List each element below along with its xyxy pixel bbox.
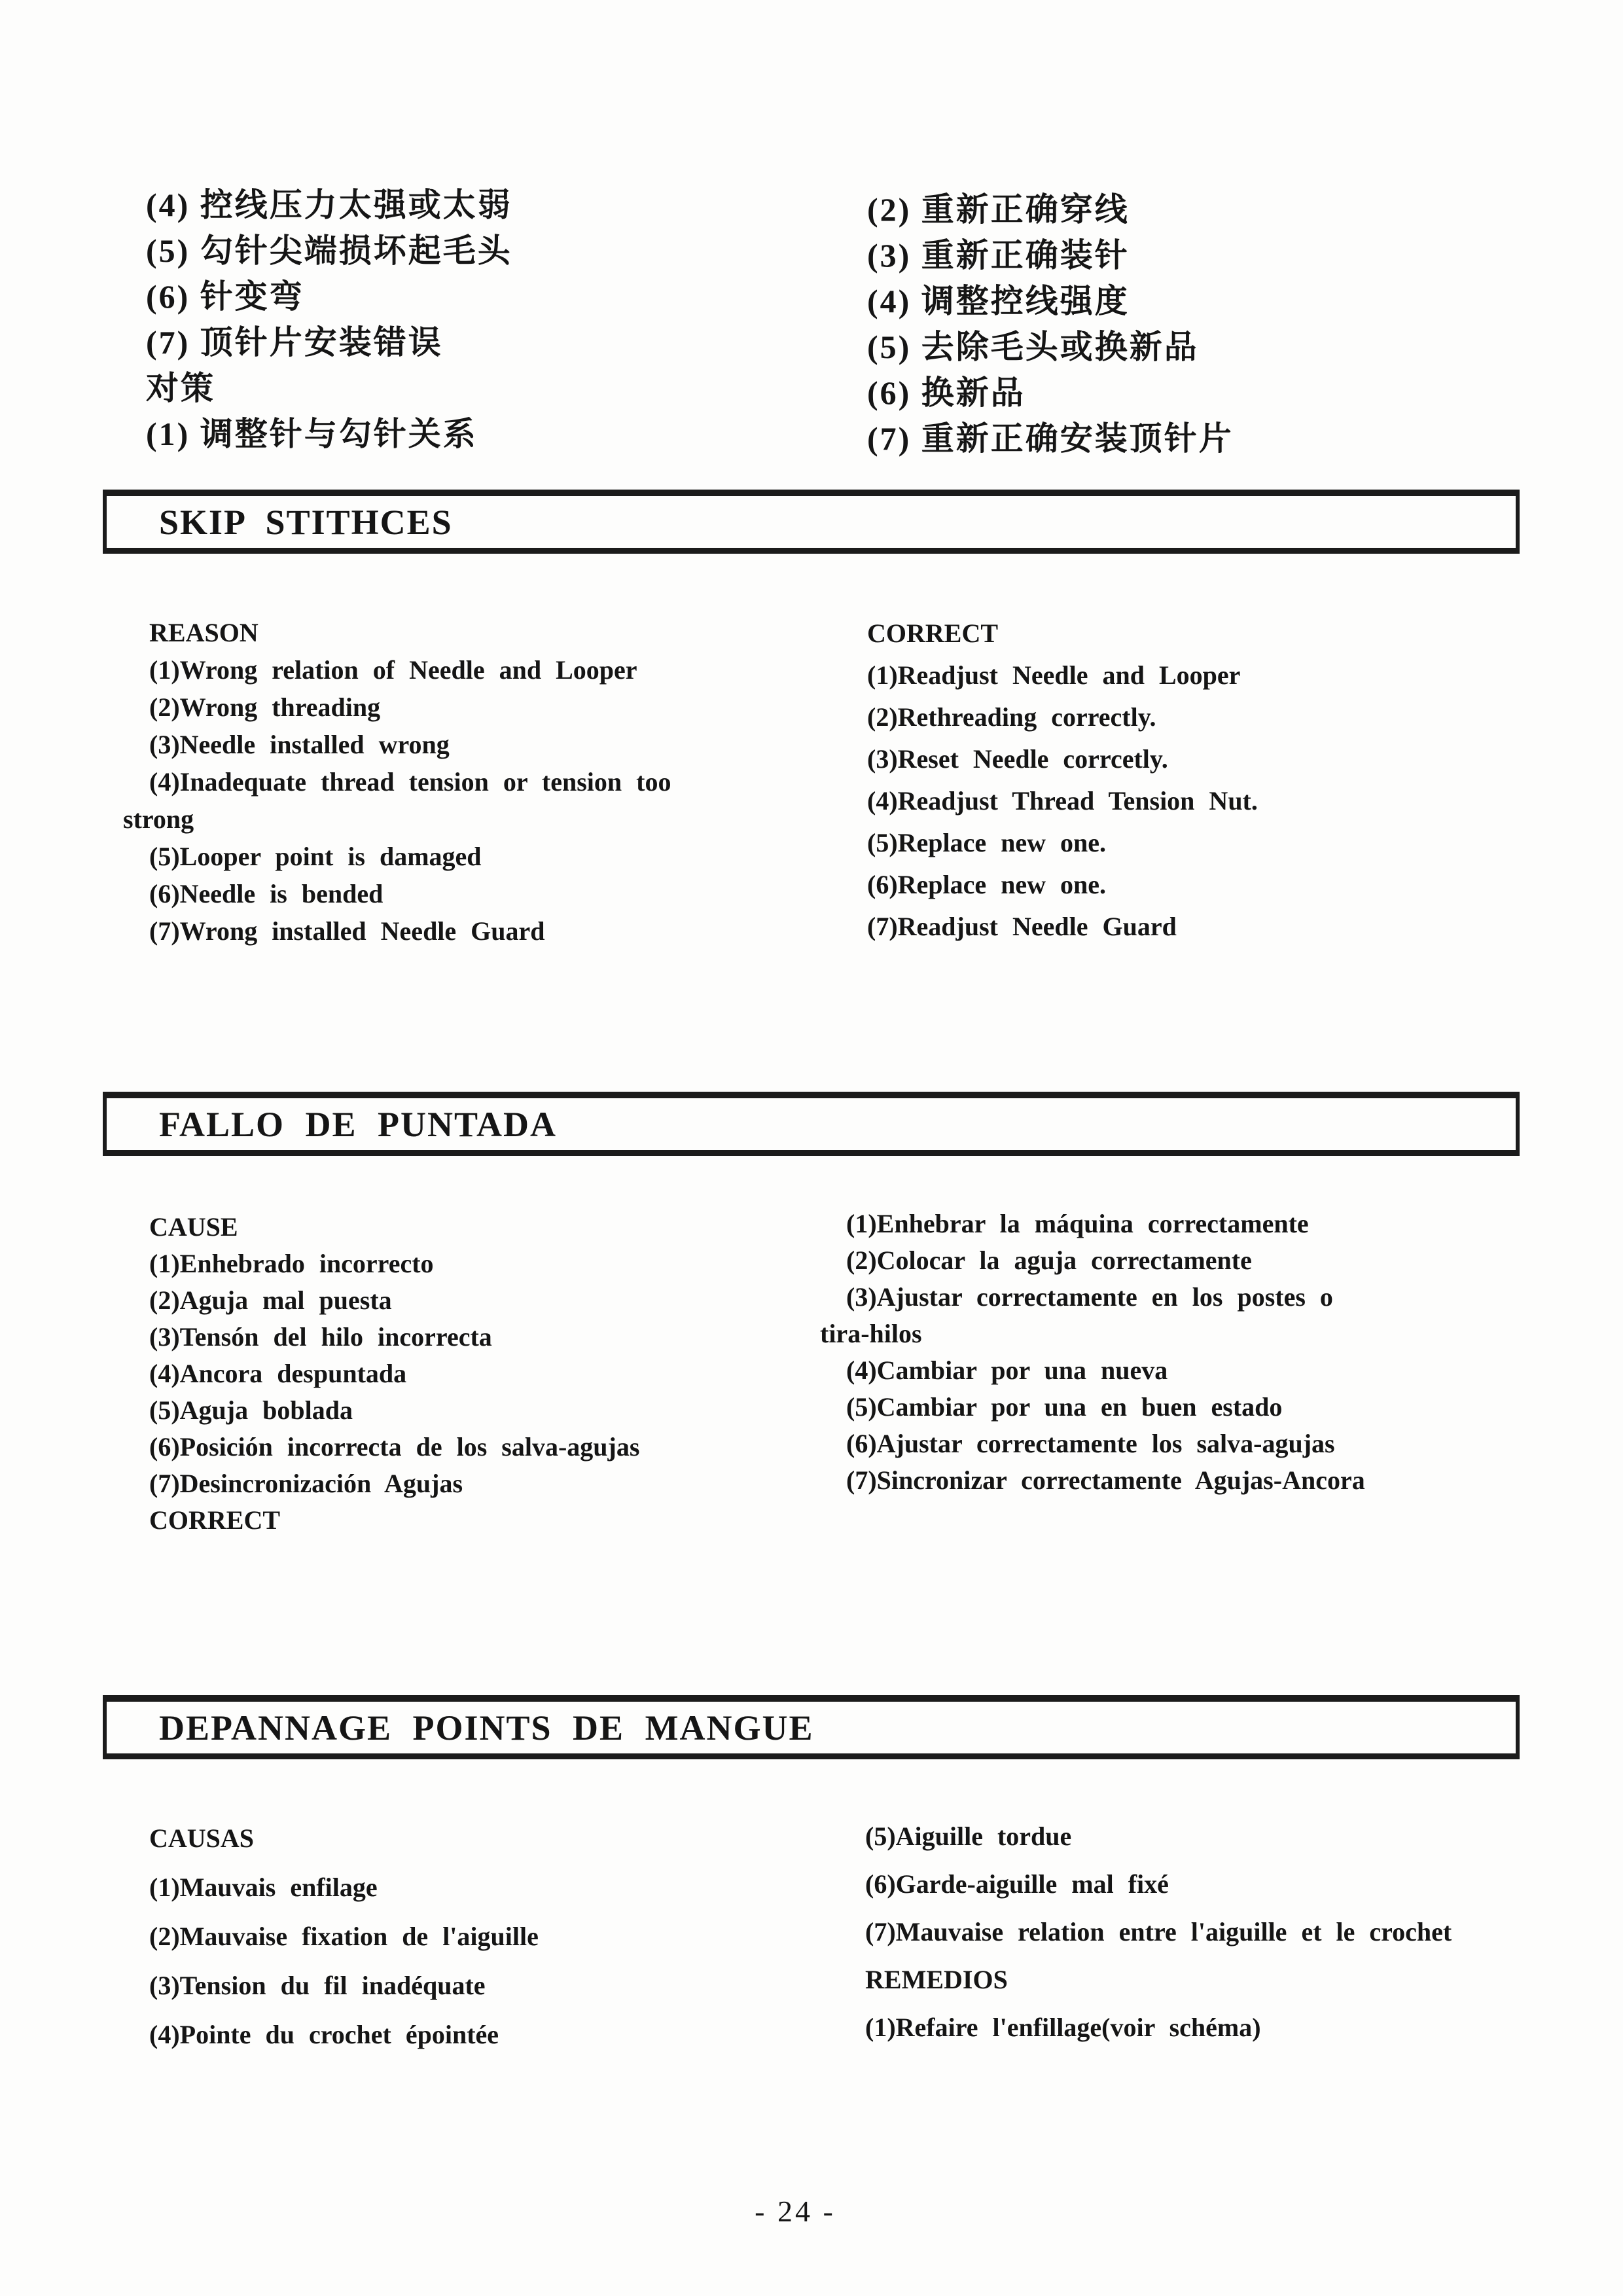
column-heading: CAUSAS xyxy=(149,1823,255,1853)
reason-column xyxy=(123,614,671,950)
text-line: (6) 换新品 xyxy=(867,374,1026,411)
section-header-skip-stitches xyxy=(103,490,1520,554)
text-line: tira-hilos xyxy=(820,1319,922,1348)
text-line: (3)Needle installed wrong xyxy=(149,730,450,759)
text-line: (5)Replace new one. xyxy=(867,828,1107,857)
section-header-depannage xyxy=(103,1695,1520,1759)
text-line: (6) 针变弯 xyxy=(146,278,304,315)
text-line: (1)Mauvais enfilage xyxy=(149,1873,378,1902)
text-line: (7) 重新正确安装顶针片 xyxy=(867,420,1234,457)
text-line: (6)Ajustar correctamente los salva-agujas xyxy=(846,1429,1335,1458)
text-line: (7) 顶针片安装错误 xyxy=(146,324,443,361)
section-title: SKIP STITHCES xyxy=(159,502,453,542)
text-line: (3)Ajustar correctamente en los postes o xyxy=(846,1282,1333,1312)
column-heading: CORRECT xyxy=(149,1505,281,1535)
text-line: (5)Aguja boblada xyxy=(149,1395,353,1425)
chinese-right-column xyxy=(867,187,1234,461)
text-line: (2)Mauvaise fixation de l'aiguille xyxy=(149,1922,539,1951)
text-line: (4) 调整控线强度 xyxy=(867,283,1130,319)
correct-column xyxy=(841,613,1258,948)
text-line: (6)Posición incorrecta de los salva-agujas xyxy=(149,1432,640,1462)
text-line: (7)Readjust Needle Guard xyxy=(867,912,1177,941)
text-line: (1)Refaire l'enfillage(voir schéma) xyxy=(865,2013,1261,2042)
text-line: (1) 调整针与勾针关系 xyxy=(146,416,478,452)
text-line: (7)Sincronizar correctamente Agujas-Ancora xyxy=(846,1465,1365,1495)
text-line: (5)Aiguille tordue xyxy=(865,1821,1072,1851)
text-line: (2)Rethreading correctly. xyxy=(867,702,1156,732)
text-line: (4) 控线压力太强或太弱 xyxy=(146,187,512,223)
causas-column xyxy=(123,1814,539,2059)
text-line: (4)Ancora despuntada xyxy=(149,1359,407,1388)
correccion-column xyxy=(820,1206,1365,1499)
text-line: (3)Tensón del hilo incorrecta xyxy=(149,1322,492,1352)
text-line: (1)Wrong relation of Needle and Looper xyxy=(149,655,637,685)
text-line: (1)Readjust Needle and Looper xyxy=(867,660,1241,690)
text-line: (3) 重新正确装针 xyxy=(867,237,1130,274)
text-line: (2)Wrong threading xyxy=(149,692,381,722)
text-line: (2)Colocar la aguja correctamente xyxy=(846,1246,1252,1275)
text-line: (3)Reset Needle corrcetly. xyxy=(867,744,1168,774)
column-heading: CAUSE xyxy=(149,1212,238,1242)
text-line: (4)Inadequate thread tension or tension too xyxy=(149,767,671,797)
text-line: (6)Replace new one. xyxy=(867,870,1107,899)
text-line: (7)Mauvaise relation entre l'aiguille et le crochet xyxy=(865,1917,1452,1946)
text-line: (4)Cambiar por una nueva xyxy=(846,1355,1168,1385)
column-heading: CORRECT xyxy=(867,619,999,648)
column-heading: REMEDIOS xyxy=(865,1965,1008,1994)
section-header-fallo-de-puntada xyxy=(103,1092,1520,1156)
text-line: (5)Cambiar por una en buen estado xyxy=(846,1392,1283,1422)
text-line: 对策 xyxy=(146,370,215,406)
text-line: (3)Tension du fil inadéquate xyxy=(149,1971,486,2000)
cause-column xyxy=(123,1209,639,1539)
text-line: (7)Wrong installed Needle Guard xyxy=(149,916,545,946)
section-title: DEPANNAGE POINTS DE MANGUE xyxy=(159,1708,814,1748)
remedios-column xyxy=(839,1812,1452,2051)
text-line: (5)Looper point is damaged xyxy=(149,842,482,871)
text-line: (6)Needle is bended xyxy=(149,879,383,908)
text-line: (2) 重新正确穿线 xyxy=(867,191,1130,228)
column-heading: REASON xyxy=(149,618,259,647)
text-line: (1)Enhebrado incorrecto xyxy=(149,1249,434,1278)
text-line: (6)Garde-aiguille mal fixé xyxy=(865,1869,1169,1899)
text-line: (2)Aguja mal puesta xyxy=(149,1285,392,1315)
chinese-left-column xyxy=(146,182,512,457)
text-line: (7)Desincronización Agujas xyxy=(149,1469,463,1498)
text-line: (5) 去除毛头或换新品 xyxy=(867,329,1199,365)
section-title: FALLO DE PUNTADA xyxy=(159,1104,558,1144)
text-line: (4)Readjust Thread Tension Nut. xyxy=(867,786,1258,816)
text-line: strong xyxy=(123,804,194,834)
text-line: (1)Enhebrar la máquina correctamente xyxy=(846,1209,1309,1238)
page-number: - 24 - xyxy=(755,2195,836,2228)
text-line: (5) 勾针尖端损坏起毛头 xyxy=(146,232,512,269)
text-line: (4)Pointe du crochet épointée xyxy=(149,2020,499,2049)
